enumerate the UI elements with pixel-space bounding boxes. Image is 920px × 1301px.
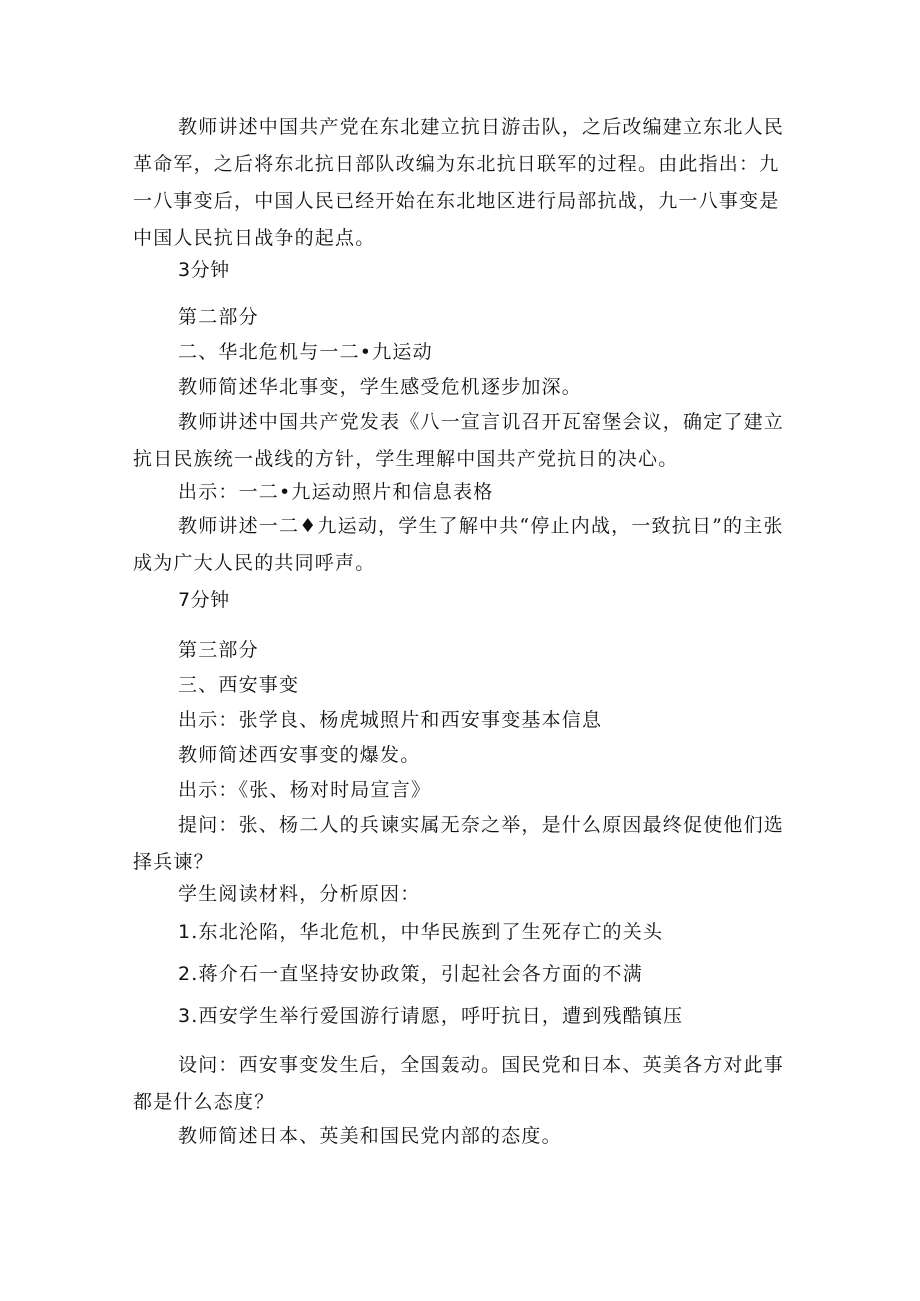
part-2-line-3: 出示：一二•九运动照片和信息表格 [178, 481, 494, 503]
reason-text: .东北沦陷，华北危机，中华民族到了生死存亡的关头 [191, 921, 664, 943]
reason-item-2 [133, 956, 793, 993]
part-3-heading: 第三部分 [178, 639, 259, 661]
part-2-heading: 第二部分 [178, 306, 259, 328]
part-2-line-4: 教师讲述一二♦九运动，学生了解中共“停止内战，一致抗日”的主张成为广大人民的共同呼声。 [133, 515, 784, 574]
part-2-line-2: 教师讲述中国共产党发表《八一宣言讥召开瓦窑堡会议，确定了建立抗日民族统一战线的方针，学生理解中国共产党抗日的决心。 [133, 411, 785, 470]
reason-text: .西安学生举行爱国游行请愿，呼吁抗日，遭到残酷镇压 [191, 1005, 684, 1027]
part-3-question: 提问：张、杨二人的兵谏实属无奈之举，是什么原因最终促使他们选择兵谏？ [133, 814, 785, 873]
reason-number: 1 [178, 921, 192, 943]
time-marker-1: 3分钟 [178, 259, 230, 281]
followup-line: 教师简述日本、英美和国民党内部的态度。 [178, 1125, 562, 1147]
intro-paragraph: 教师讲述中国共产党在东北建立抗日游击队，之后改编建立东北人民革命军，之后将东北抗日部队改编为东北抗日联军的过程。由此指出：九一八事变后，中国人民已经开始在东北地区进行局部抗战，九一八事变是中国人民抗日战争的起点。 [133, 116, 785, 249]
part-2-line-1: 教师简述华北事变，学生感受危机逐步加深。 [178, 376, 583, 398]
reason-number: 3 [178, 1005, 192, 1027]
reason-text: .蒋介石一直坚持安协政策，引起社会各方面的不满 [191, 963, 643, 985]
part-3-title: 三、西安事变 [178, 674, 300, 696]
reason-item-1 [133, 914, 793, 951]
part-3-line-5: 学生阅读材料，分析原因： [178, 883, 421, 905]
time-marker-2: 7分钟 [178, 589, 230, 611]
part-3-line-2: 教师简述西安事变的爆发。 [178, 744, 421, 766]
part-2-title: 二、华北危机与一二•九运动 [178, 341, 433, 363]
followup-question: 设问：西安事变发生后，全国轰动。国民党和日本、英美各方对此事都是什么态度？ [133, 1054, 785, 1113]
reason-item-3 [133, 998, 793, 1035]
reason-number: 2 [178, 963, 192, 985]
part-3-line-1: 出示：张学良、杨虎城照片和西安事变基本信息 [178, 709, 603, 731]
part-3-line-3: 出示：《张、杨对时局宣言》 [178, 779, 432, 801]
